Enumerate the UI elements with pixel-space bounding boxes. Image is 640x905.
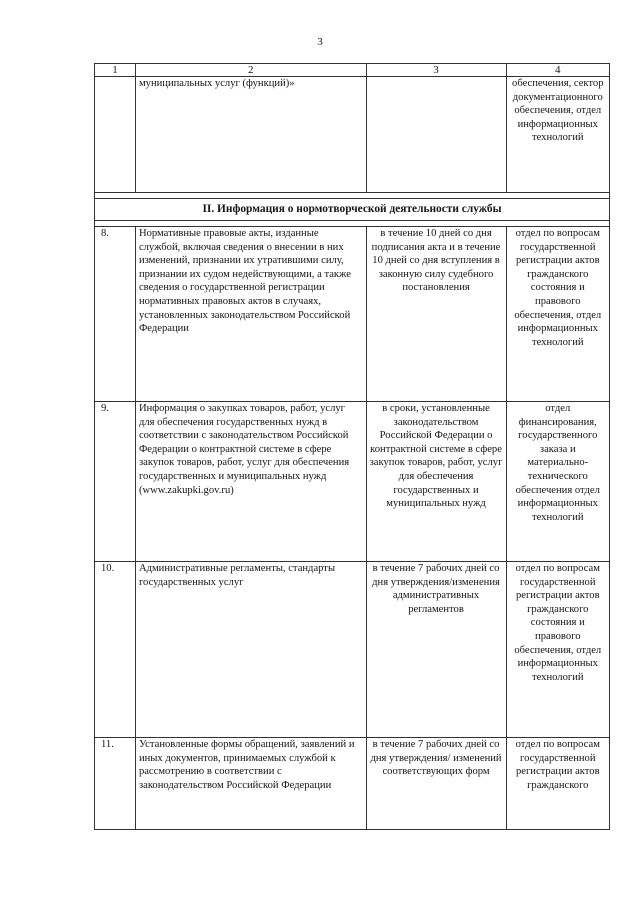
- section-row: [95, 199, 610, 221]
- row-number: 9.: [95, 402, 136, 562]
- row-deadline: в течение 7 рабочих дней со дня утверждения/ изменений соответствующих форм: [366, 738, 506, 830]
- row-deadline: в течение 7 рабочих дней со дня утверждения/изменения административных регламентов: [366, 562, 506, 738]
- row-number: 11.: [95, 738, 136, 830]
- table-row: [95, 738, 610, 830]
- row-information: Установленные формы обращений, заявлений и иных документов, принимаемых службой к рассмотрению в соответствии с законодательством Российской Федерации: [135, 738, 366, 830]
- row-responsible: обеспечения, сектор документационного обеспечения, отдел информационных технологий: [506, 77, 609, 193]
- table-row: [95, 227, 610, 402]
- row-deadline: в течение 10 дней со дня подписания акта и в течение 10 дней со дня вступления в законную силу судебного постановления: [366, 227, 506, 402]
- table-header-row: [95, 64, 610, 77]
- row-deadline: [366, 77, 506, 193]
- row-information: Административные регламенты, стандарты государственных услуг: [135, 562, 366, 738]
- row-responsible: отдел финансирования, государственного заказа и материально-технического обеспечения отдел информационных технологий: [506, 402, 609, 562]
- column-header-4: 4: [506, 64, 609, 77]
- section-title: II. Информация о нормотворческой деятельности службы: [95, 199, 610, 221]
- column-header-2: 2: [135, 64, 366, 77]
- row-responsible: отдел по вопросам государственной регистрации актов гражданского состояния и правового обеспечения, отдел информационных технологий: [506, 227, 609, 402]
- row-deadline: в сроки, установленные законодательством Российской Федерации о контрактной системе в сфере закупок товаров, работ, услуг для обеспечения государственных и муниципальных нужд: [366, 402, 506, 562]
- row-information: Информация о закупках товаров, работ, услуг для обеспечения государственных нужд в соответствии с законодательством Российской Федерации о контрактной системе в сфере закупок товаров, работ, услуг для обеспечения государственных и муниципальных нужд (www.zakupki.gov.ru): [135, 402, 366, 562]
- row-responsible: отдел по вопросам государственной регистрации актов гражданского состояния и правового обеспечения, отдел информационных технологий: [506, 562, 609, 738]
- row-information: Нормативные правовые акты, изданные службой, включая сведения о внесении в них изменений, признании их утратившими силу, признании их судом недействующими, а также сведения о государственной регистрации нормативных правовых актов в случаях, установленных законодательством Российской Федерации: [135, 227, 366, 402]
- row-number: 10.: [95, 562, 136, 738]
- table-row: [95, 562, 610, 738]
- row-number: [95, 77, 136, 193]
- publication-table: [94, 63, 610, 830]
- row-number: 8.: [95, 227, 136, 402]
- column-header-1: 1: [95, 64, 136, 77]
- row-information: муниципальных услуг (функций)»: [135, 77, 366, 193]
- row-responsible: отдел по вопросам государственной регистрации актов гражданского: [506, 738, 609, 830]
- column-header-3: 3: [366, 64, 506, 77]
- page-number: 3: [317, 36, 323, 48]
- continuation-row: [95, 77, 610, 193]
- table-row: [95, 402, 610, 562]
